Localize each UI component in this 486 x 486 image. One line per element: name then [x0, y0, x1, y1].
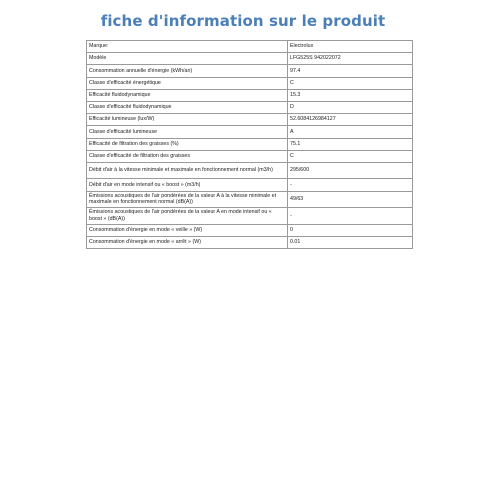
table-row — [87, 126, 413, 138]
product-info-table — [86, 40, 413, 249]
row-value-model: LFG525S 942022072 — [288, 53, 413, 65]
row-label-noise-normal: Émissions acoustiques de l'air pondérées de la valeur A à la vitesse minimale et maximale en fonctionnement normal (dB(A)) — [87, 191, 288, 208]
table-row — [87, 65, 413, 77]
table-row — [87, 237, 413, 249]
row-label-annual-energy: Consommation annuelle d'énergie (kWh/an) — [87, 65, 288, 77]
table-row — [87, 224, 413, 236]
row-label-model: Modèle — [87, 53, 288, 65]
row-label-light-class: Classe d'efficacité lumineuse — [87, 126, 288, 138]
row-label-standby-power: Consommation d'énergie en mode « veille » (W) — [87, 224, 288, 236]
row-label-grease-class: Classe d'efficacité de filtration des graisses — [87, 150, 288, 162]
table-row — [87, 208, 413, 225]
row-value-grease-class: C — [288, 150, 413, 162]
table-row — [87, 162, 413, 179]
table-row — [87, 138, 413, 150]
table-row — [87, 191, 413, 208]
row-value-standby-power: 0 — [288, 224, 413, 236]
row-label-noise-boost: Émissions acoustiques de l'air pondérées de la valeur A en mode intensif ou « boost » (dB(A)) — [87, 208, 288, 225]
table-row — [87, 150, 413, 162]
row-value-airflow-boost: - — [288, 179, 413, 191]
row-value-energy-class: C — [288, 77, 413, 89]
row-label-brand: Marque: — [87, 41, 288, 53]
table-row — [87, 77, 413, 89]
table-row — [87, 53, 413, 65]
row-label-off-power: Consommation d'énergie en mode « arrêt » (W) — [87, 237, 288, 249]
row-label-fluid-efficiency: Efficacité fluidodynamique — [87, 89, 288, 101]
table-row — [87, 41, 413, 53]
row-label-airflow-boost: Débit d'air en mode intensif ou « boost » (m3/h) — [87, 179, 288, 191]
row-value-light-efficiency: 52.6084126984127 — [288, 114, 413, 126]
row-label-grease-efficiency: Efficacité de filtration des graisses (%) — [87, 138, 288, 150]
table-row — [87, 179, 413, 191]
row-value-annual-energy: 97.4 — [288, 65, 413, 77]
row-value-brand: Electrolux — [288, 41, 413, 53]
row-value-fluid-efficiency: 15.3 — [288, 89, 413, 101]
row-value-noise-normal: 49/63 — [288, 191, 413, 208]
row-value-fluid-class: D — [288, 101, 413, 113]
table-row — [87, 101, 413, 113]
row-value-grease-efficiency: 75.1 — [288, 138, 413, 150]
row-value-noise-boost: - — [288, 208, 413, 225]
row-value-airflow-normal: 295/600 — [288, 162, 413, 179]
row-value-light-class: A — [288, 126, 413, 138]
row-label-fluid-class: Classe d'efficacité fluidodynamique — [87, 101, 288, 113]
table-row — [87, 114, 413, 126]
row-label-airflow-normal: Débit d'air à la vitesse minimale et maximale en fonctionnement normal (m3/h) — [87, 162, 288, 179]
table-row — [87, 89, 413, 101]
page-title: fiche d'information sur le produit — [100, 12, 386, 30]
row-label-energy-class: Classe d'efficacité énergétique — [87, 77, 288, 89]
row-value-off-power: 0.01 — [288, 237, 413, 249]
row-label-light-efficiency: Efficacité lumineuse (lux/W) — [87, 114, 288, 126]
